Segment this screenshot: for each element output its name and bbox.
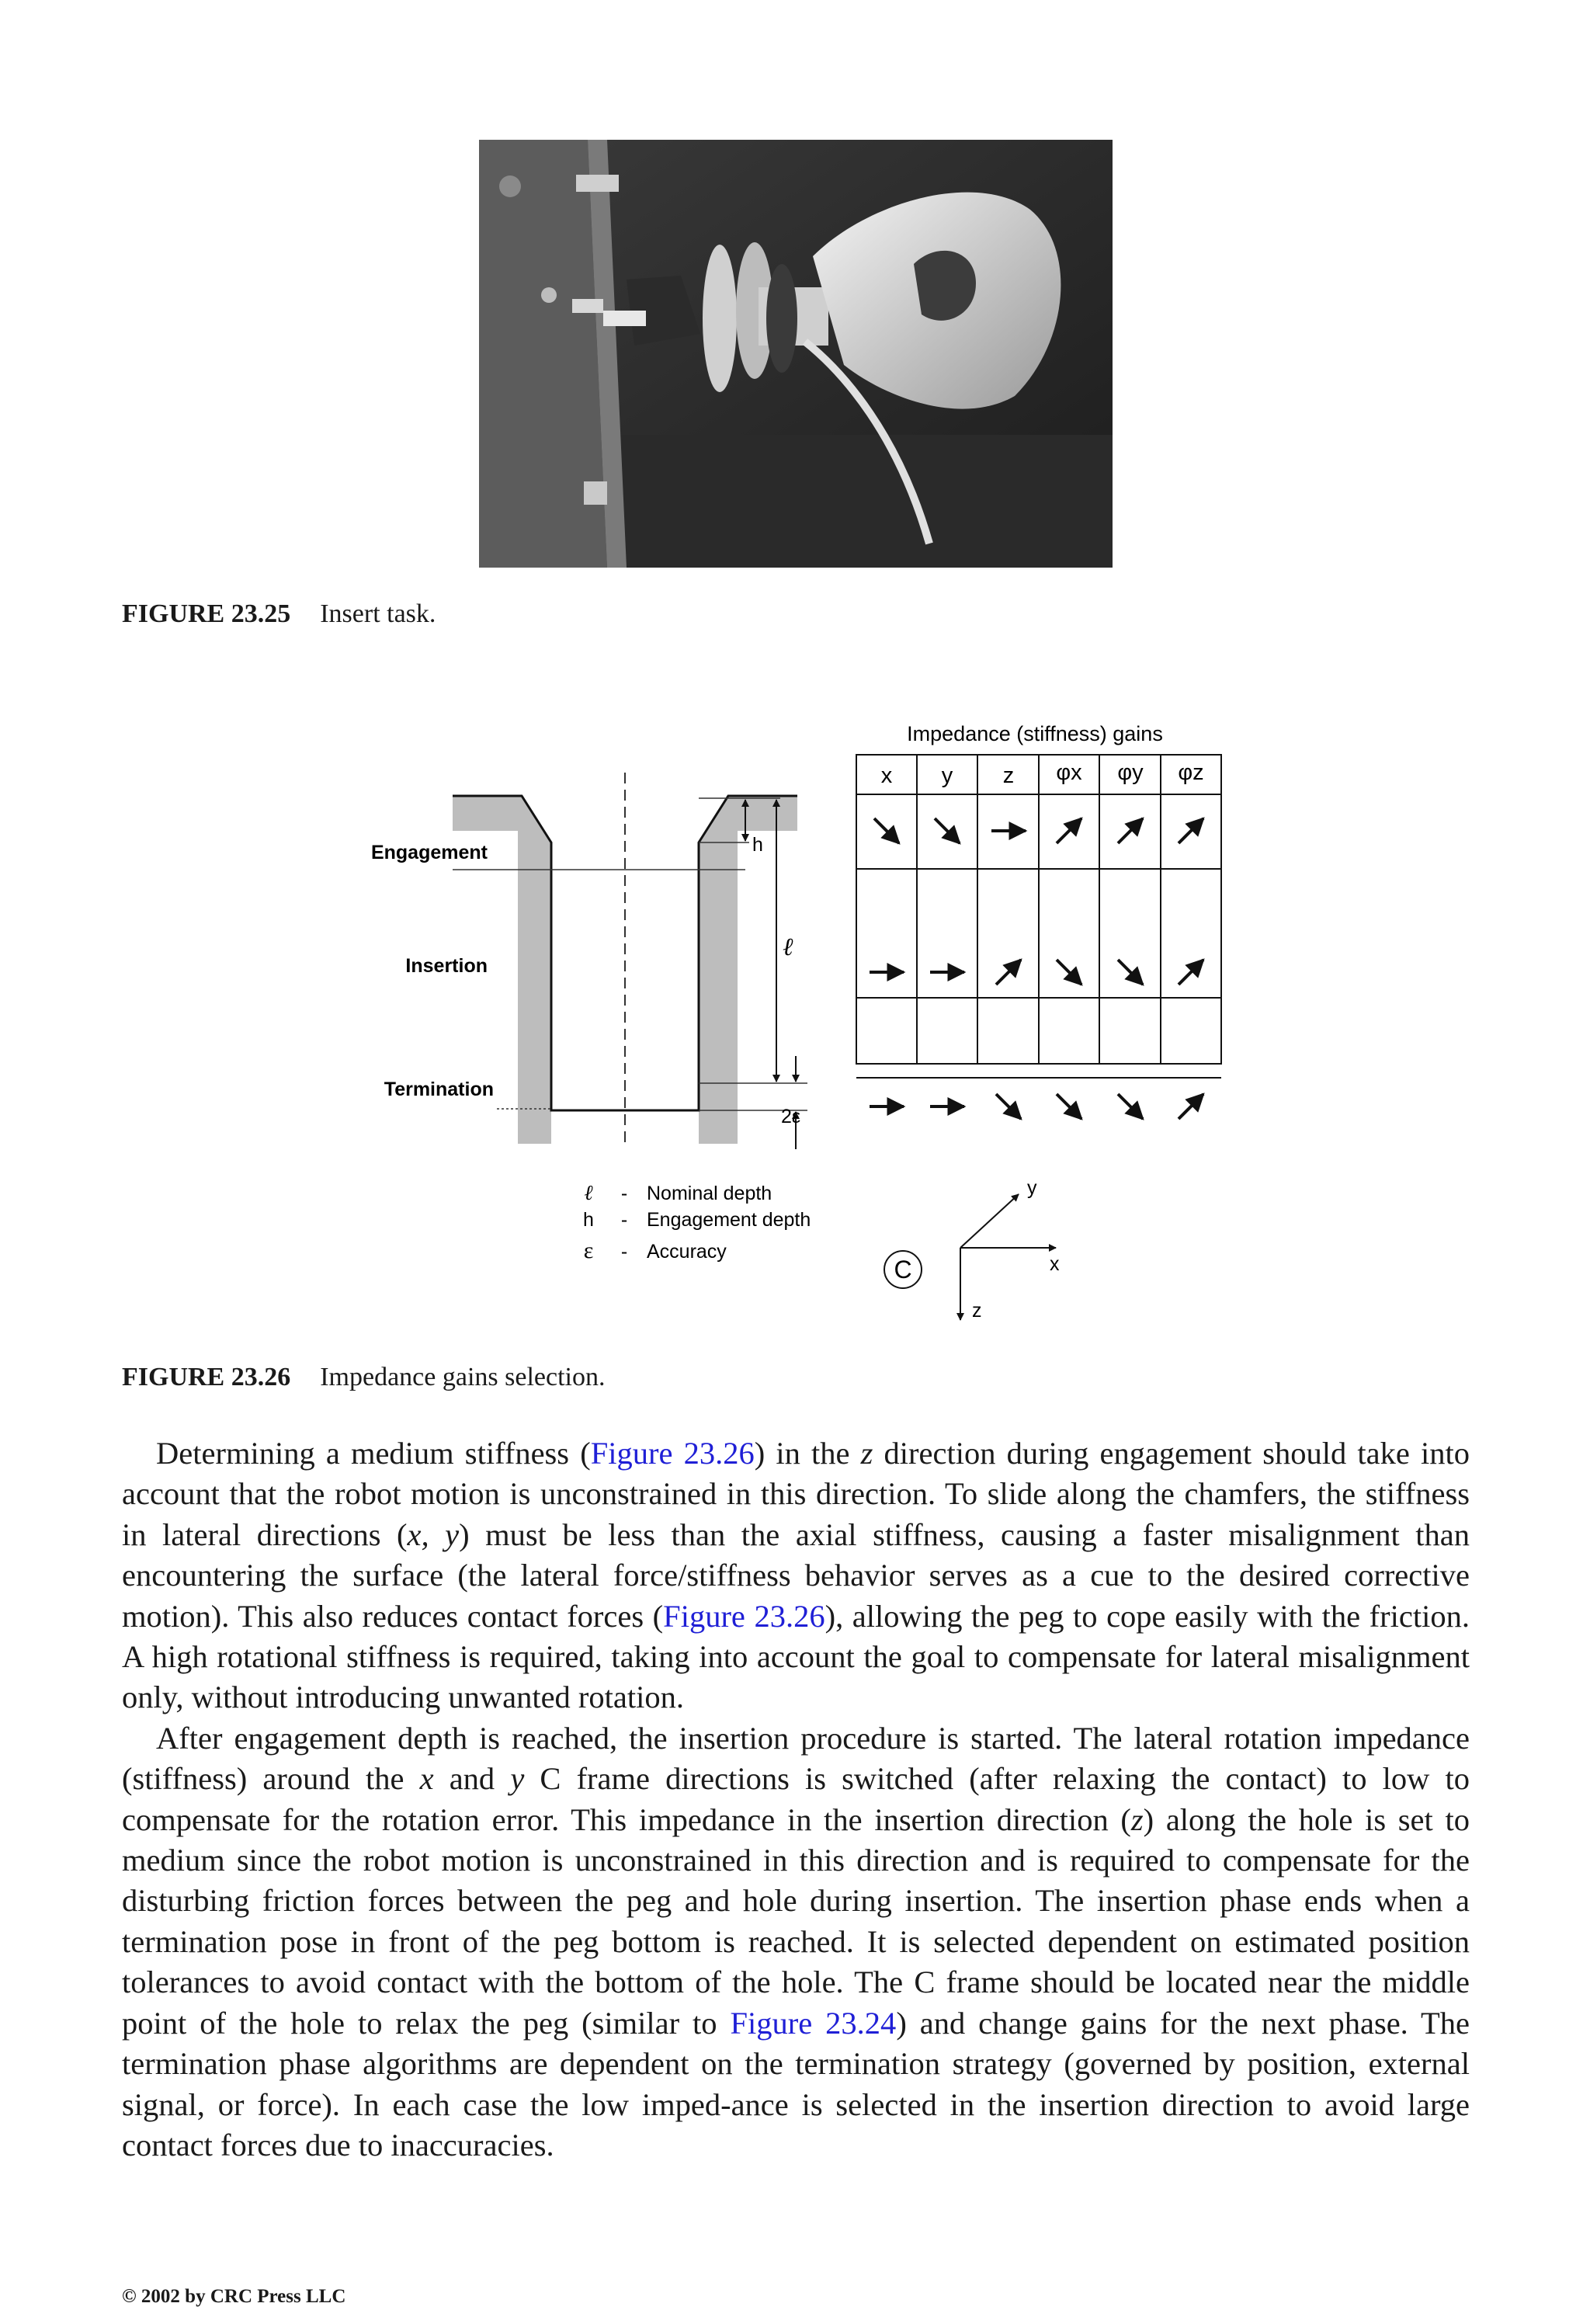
header-phi-x: φx [1056,760,1082,785]
gain-arrow-down [1118,1094,1143,1119]
legend-dash: - [620,1241,628,1263]
gain-arrow-down [1057,960,1081,985]
legend-text: Nominal depth [647,1183,772,1204]
insert-task-photo [479,140,1113,568]
paragraph: Determining a medium stiffness (Figure 23.26) in the z direction during engagement should take into account that the robot motion is unconstrained in this direction. To slide along the chamfers, the stiffness in lateral directions (x, y) must be less than the axial stiffness, causing a faster misalignment than encountering the surface (the lateral force/stiffness behavior serves as a cue to the desired corrective motion). This also reduces contact forces (Figure 23.26), allowing the peg to cope easily with the friction. A high rotational stiffness is required, taking into account the goal to compensate for lateral misalignment only, without introducing unwanted rotation. [122,1436,1470,1715]
figure-caption-text: Impedance gains selection. [320,1363,606,1391]
figure-link[interactable]: Figure 23.24 [730,2005,897,2041]
figure-23-26-caption [122,1363,605,1392]
dim-label-2eps: 2ε [781,1106,801,1127]
legend-symbol: h [583,1209,594,1231]
figure-label: FIGURE 23.26 [122,1363,291,1391]
figure-link[interactable]: Figure 23.26 [663,1598,825,1634]
impedance-gains-diagram [0,699,1590,1359]
legend-dash: - [620,1209,628,1231]
dim-label-l: ℓ [783,933,793,961]
legend-dash: - [620,1183,628,1204]
header-z: z [1002,763,1015,788]
phase-label-termination: Termination [384,1079,494,1100]
c-frame [884,1177,1060,1322]
figure-label: FIGURE 23.25 [122,599,291,628]
header-phi-y: φy [1117,760,1144,785]
copyright-footer: © 2002 by CRC Press LLC [122,2286,346,2307]
gain-arrow-down [874,818,899,843]
gains-table-headers [881,760,1204,788]
gain-arrow-up [1179,960,1203,985]
legend-symbol: ε [583,1238,594,1263]
c-frame-label: C [894,1256,912,1284]
gain-arrow-down [996,1094,1021,1119]
gain-arrow-up [1179,1094,1203,1119]
gain-arrow-down [1057,1094,1081,1119]
axis-label-y: y [1027,1177,1037,1199]
gain-arrow-up [996,960,1021,985]
figure-link[interactable]: Figure 23.26 [590,1436,755,1471]
dim-label-h: h [752,834,763,856]
body-text [122,1433,1470,2166]
phase-label-engagement: Engagement [370,842,488,863]
gains-table [856,755,1221,1078]
phase-label-insertion: Insertion [405,955,488,977]
legend [583,1181,811,1263]
figure-23-25-caption [122,599,436,629]
header-phi-z: φz [1178,760,1204,785]
header-x: x [880,763,893,788]
legend-text: Accuracy [647,1241,727,1263]
gain-arrow-down [1118,960,1143,985]
paragraph: After engagement depth is reached, the insertion procedure is started. The lateral rotation impedance (stiffness) around the x and y C frame directions is switched (after relaxing the contact) to low to compensate for the rotation error. This impedance in the insertion direction (z) along the hole is set to medium since the robot motion is unconstrained in this direction and is required to compensate for the disturbing friction forces between the peg and hole during insertion. The insertion phase ends when a termination pose in front of the peg bottom is reached. It is selected dependent on estimated position tolerances to avoid contact with the bottom of the hole. The C frame should be located near the middle point of the hole to relax the peg (similar to Figure 23.24) and change gains for the next phase. The termination phase algorithms are dependent on the termination strategy (governed by position, external signal, or force). In each case the low imped-ance is selected in the insertion direction to avoid large contact forces due to inaccuracies. [122,1720,1470,2162]
legend-symbol: ℓ [584,1181,593,1204]
gain-arrow-down [935,818,960,843]
gain-arrow-up [1057,818,1081,843]
hole-cross-section [453,773,807,1149]
figure-caption-text: Insert task. [320,599,436,628]
gain-arrow-up [1179,818,1203,843]
header-y: y [941,763,953,788]
axis-label-z: z [972,1300,982,1322]
gains-table-title: Impedance (stiffness) gains [907,722,1163,745]
axis-label-x: x [1050,1253,1060,1275]
gain-arrow-up [1118,818,1143,843]
gains-arrows [870,818,1203,1119]
legend-text: Engagement depth [647,1209,811,1231]
